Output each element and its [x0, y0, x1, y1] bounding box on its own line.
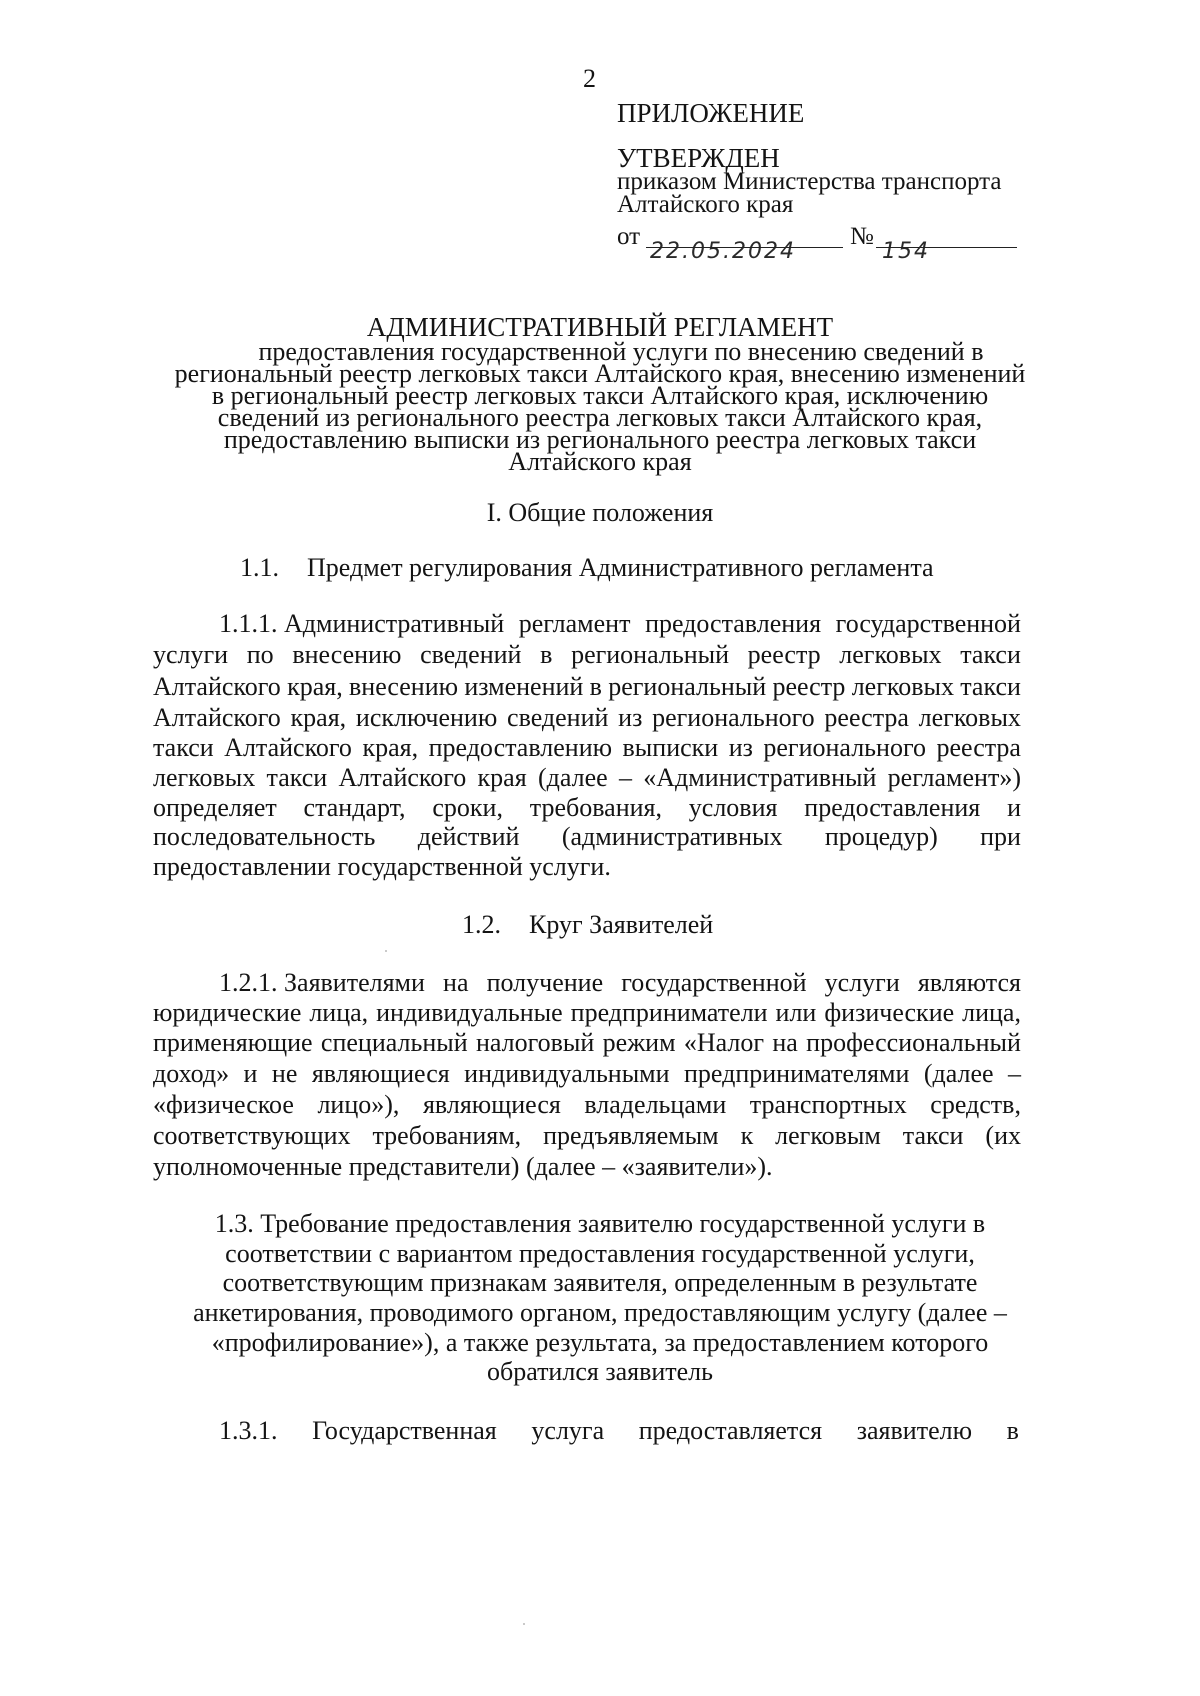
- para-1-1-1-line-4: [153, 703, 1021, 733]
- subsection-1-3-line-4: анкетирования, проводимого органом, предоставляющим услугу (далее –: [193, 1298, 1007, 1327]
- word: предоставляется: [638, 1416, 823, 1445]
- word: требованиям,: [372, 1121, 522, 1150]
- word: по: [246, 640, 274, 669]
- para-1-1-1-line-1: [219, 609, 1021, 639]
- word: (административных: [561, 822, 783, 851]
- title-subline-4: сведений из регионального реестра легковых такси Алтайского края,: [217, 403, 983, 432]
- word: доход»: [153, 1059, 230, 1088]
- title-subline-3: в региональный реестр легковых такси Алтайского края, исключению: [211, 381, 989, 410]
- subsection-1-3-line-2: соответствии с вариантом предоставления государственной услуги,: [225, 1239, 975, 1268]
- word: действий: [417, 822, 520, 851]
- word: профессиональный: [806, 1028, 1021, 1057]
- word: внесению: [349, 672, 459, 701]
- word: (их: [985, 1121, 1021, 1150]
- word: легковых: [153, 763, 256, 792]
- para-1-2-1-line-3: [153, 1028, 1021, 1058]
- word: из: [728, 733, 753, 762]
- word: сведений: [507, 703, 609, 732]
- word: применяющие: [153, 1028, 313, 1057]
- word: Алтайского: [153, 672, 281, 701]
- word: такси: [902, 1121, 964, 1150]
- word: края,: [287, 672, 343, 701]
- word: –: [618, 763, 632, 792]
- word: сроки,: [432, 793, 503, 822]
- approved-label: УТВЕРЖДЕН: [617, 143, 780, 173]
- word: «Налог: [683, 1028, 765, 1057]
- subsection-1-2-title: Круг Заявителей: [529, 910, 714, 939]
- word: 1.2.1. Заявителями: [219, 968, 425, 997]
- word: требования,: [529, 793, 662, 822]
- word: Алтайского: [153, 703, 281, 732]
- order-line-1: приказом Министерства транспорта: [617, 168, 1002, 195]
- word: последовательность: [153, 822, 376, 851]
- word: легковым: [775, 1121, 881, 1150]
- word: предоставления: [804, 793, 981, 822]
- word: выписки: [622, 733, 719, 762]
- word: внесению: [292, 640, 402, 669]
- document-title: АДМИНИСТРАТИВНЫЙ РЕГЛАМЕНТ: [366, 312, 834, 342]
- word: услуги: [824, 968, 900, 997]
- subsection-1-1-number: 1.1.: [240, 553, 279, 582]
- word: 1.3.1.: [219, 1416, 278, 1445]
- number-underline: [876, 247, 1017, 248]
- para-1-2-1-line-5: [153, 1090, 1021, 1120]
- word: режим: [602, 1028, 676, 1057]
- scan-speck: [523, 1623, 525, 1625]
- word: и: [1007, 793, 1021, 822]
- word: легковых: [851, 672, 954, 701]
- scan-speck: [385, 950, 387, 952]
- para-1-1-1-line-9: предоставлении государственной услуги.: [153, 852, 611, 881]
- subsection-1-3-line-5: «профилирование»), а также результата, за предоставлением которого: [211, 1328, 989, 1357]
- word: специальный: [320, 1028, 468, 1057]
- word: государственной: [835, 609, 1021, 638]
- word: на: [443, 968, 469, 997]
- word: индивидуальные: [376, 998, 563, 1027]
- word: предоставлению: [428, 733, 613, 762]
- word: налоговый: [475, 1028, 595, 1057]
- word: предпринимателями: [684, 1059, 910, 1088]
- para-1-2-1-line-4: [153, 1059, 1021, 1089]
- word: являются: [917, 968, 1021, 997]
- date-prefix: от: [617, 223, 641, 250]
- word: в: [540, 640, 553, 669]
- word: «Административный: [643, 763, 877, 792]
- para-1-2-1-line-1: [219, 968, 1021, 998]
- subsection-1-3-line-3: соответствующим признакам заявителя, определенным в результате: [222, 1268, 978, 1297]
- word: «физическое: [153, 1090, 294, 1119]
- subsection-1-2-number: 1.2.: [462, 910, 501, 939]
- word: регионального: [763, 733, 926, 762]
- section-1-heading: I. Общие положения: [486, 498, 714, 527]
- word: услуга: [531, 1416, 605, 1445]
- title-subline-1: предоставления государственной услуги по внесению сведений в: [258, 337, 984, 366]
- para-1-1-1-line-7: [153, 793, 1021, 823]
- word: и: [243, 1059, 258, 1088]
- order-line-2: Алтайского края: [617, 191, 794, 218]
- word: стандарт,: [303, 793, 406, 822]
- word: лица,: [962, 998, 1021, 1027]
- word: такси: [266, 763, 328, 792]
- word: индивидуальными: [464, 1059, 670, 1088]
- title-subline-5: предоставлению выписки из регионального реестра легковых такси: [223, 425, 977, 454]
- word: к: [740, 1121, 754, 1150]
- word: реестр: [772, 672, 846, 701]
- word: изменений: [464, 672, 584, 701]
- page-number: 2: [583, 64, 596, 93]
- word: регламент: [518, 609, 631, 638]
- word: реестра: [936, 733, 1021, 762]
- word: в: [589, 672, 602, 701]
- word: края,: [362, 733, 419, 762]
- word: из: [618, 703, 643, 732]
- subsection-1-3-line-6: обратился заявитель: [486, 1357, 714, 1386]
- word: средств,: [930, 1090, 1021, 1119]
- word: такси: [960, 672, 1021, 701]
- word: такси: [960, 640, 1021, 669]
- word: региональный: [608, 672, 767, 701]
- word: предъявляемым: [543, 1121, 719, 1150]
- para-1-1-1-line-2: [153, 640, 1021, 670]
- word: юридические: [153, 998, 302, 1027]
- word: такси: [153, 733, 214, 762]
- word: на: [772, 1028, 798, 1057]
- word: края: [477, 763, 527, 792]
- date-underline: [646, 247, 843, 248]
- word: исключению: [355, 703, 498, 732]
- title-subline-2: региональный реестр легковых такси Алтайского края, внесению изменений: [174, 359, 1026, 388]
- para-1-2-1-line-2: [153, 998, 1021, 1028]
- annex-label: ПРИЛОЖЕНИЕ: [617, 98, 805, 128]
- para-1-2-1-line-6: [153, 1121, 1021, 1151]
- word: Государственная: [312, 1416, 497, 1445]
- word: являющиеся: [422, 1090, 561, 1119]
- word: заявителю: [856, 1416, 973, 1445]
- word: физические: [824, 998, 955, 1027]
- word: процедур): [824, 822, 938, 851]
- word: лицо»),: [317, 1090, 400, 1119]
- word: края,: [290, 703, 347, 732]
- word: легковых: [918, 703, 1021, 732]
- word: при: [980, 822, 1021, 851]
- para-1-1-1-line-5: [153, 733, 1021, 763]
- para-1-3-1-line-1: [219, 1416, 1019, 1446]
- word: предоставления: [645, 609, 822, 638]
- word: условия: [688, 793, 778, 822]
- word: реестр: [747, 640, 821, 669]
- word: (далее: [923, 1059, 994, 1088]
- word: услуги: [153, 640, 229, 669]
- word: сведений: [420, 640, 522, 669]
- word: или: [775, 998, 817, 1027]
- word: лица,: [309, 998, 369, 1027]
- word: владельцами: [584, 1090, 727, 1119]
- word: Алтайского: [338, 763, 467, 792]
- title-subline-6: Алтайского края: [508, 447, 692, 476]
- para-1-1-1-line-6: [153, 763, 1021, 793]
- subsection-1-3-line-1: 1.3. Требование предоставления заявителю государственной услуги в: [214, 1209, 986, 1238]
- number-sign: №: [850, 223, 874, 250]
- word: (далее: [537, 763, 608, 792]
- order-number-handwritten: 154: [882, 239, 930, 264]
- word: 1.1.1. Административный: [219, 609, 505, 638]
- word: соответствующих: [153, 1121, 351, 1150]
- para-1-1-1-line-8: [153, 822, 1021, 852]
- word: региональный: [571, 640, 729, 669]
- word: реестра: [824, 703, 909, 732]
- word: получение: [486, 968, 604, 997]
- word: легковых: [839, 640, 942, 669]
- word: регламент»): [887, 763, 1021, 792]
- word: определяет: [153, 793, 277, 822]
- word: регионального: [652, 703, 815, 732]
- para-1-1-1-line-3: [153, 672, 1021, 702]
- word: –: [1007, 1059, 1021, 1088]
- word: предприниматели: [570, 998, 768, 1027]
- para-1-2-1-line-7: уполномоченные представители) (далее – «заявители»).: [153, 1152, 773, 1181]
- word: государственной: [621, 968, 807, 997]
- word: транспортных: [749, 1090, 907, 1119]
- word: в: [1006, 1416, 1019, 1445]
- word: Алтайского: [224, 733, 352, 762]
- subsection-1-1-title: Предмет регулирования Административного регламента: [307, 553, 934, 582]
- word: не: [271, 1059, 298, 1088]
- order-date-handwritten: 22.05.2024: [650, 239, 796, 264]
- word: являющиеся: [311, 1059, 450, 1088]
